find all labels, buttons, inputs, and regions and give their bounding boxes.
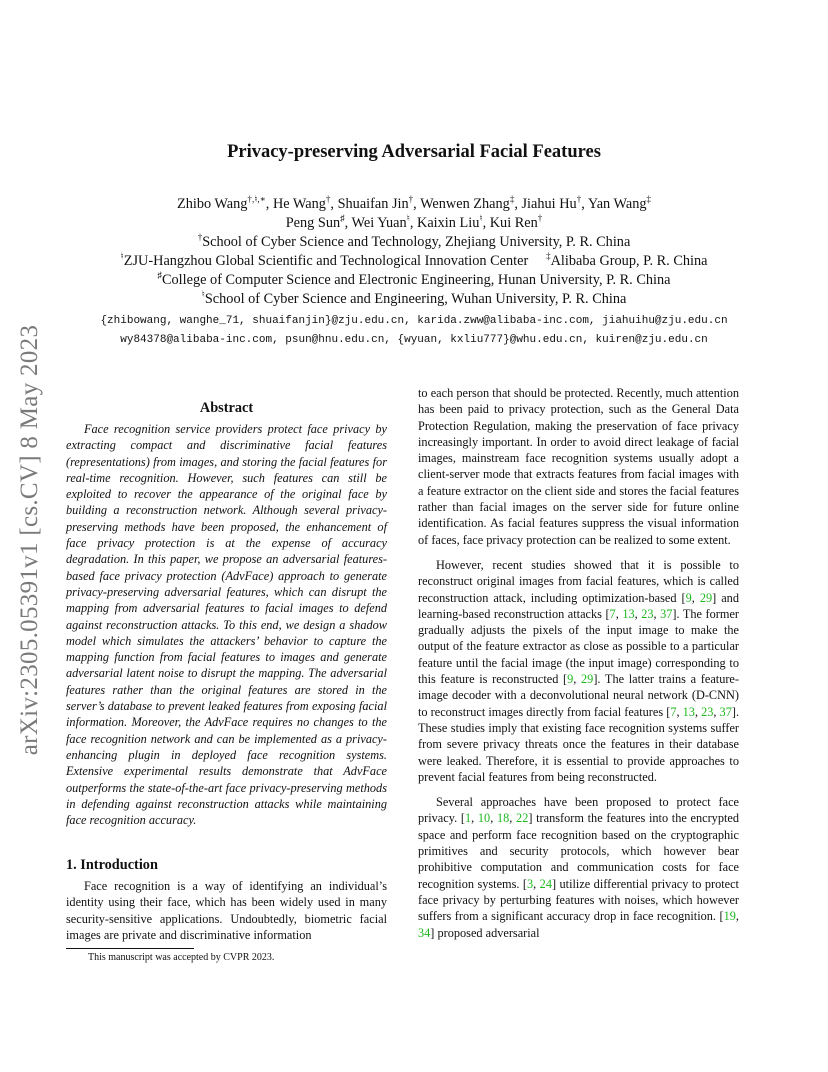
right-column: [418, 385, 739, 950]
introduction-body: [66, 878, 387, 943]
citation-link[interactable]: 29: [581, 672, 594, 687]
citation-link[interactable]: 9: [685, 590, 692, 605]
affil-mark: ♮: [120, 251, 124, 262]
citation-link[interactable]: 22: [516, 811, 529, 826]
author-name: Kui Ren: [489, 215, 538, 231]
affil-mark: ♯: [157, 270, 162, 281]
citation-link[interactable]: 1: [464, 811, 472, 826]
intro-paragraph-1: Face recognition is a way of identifying an individual’s identity using their face, which has been widely used in many security-sensitive applications. Undoubtedly, biometric facial images are private and discriminative information: [66, 879, 387, 942]
abstract-heading: Abstract: [199, 400, 254, 416]
paragraph-text: ] proposed adversarial: [430, 925, 540, 940]
affiliation-4: [60, 271, 768, 290]
arxiv-identifier-text: arXiv:2305.05391v1 [cs.CV] 8 May 2023: [16, 324, 43, 756]
email-line-2: wy84378@alibaba-inc.com, psun@hnu.edu.cn, {wyuan, kxliu777}@whu.edu.cn, kuiren@zju.edu.cn: [120, 334, 708, 346]
author-name: Jiahui Hu: [521, 196, 577, 212]
citation-link[interactable]: 13: [682, 704, 695, 719]
author-name: Wenwen Zhang: [420, 196, 510, 212]
email-block: [40, 312, 788, 350]
author-affil-mark: †: [537, 213, 543, 224]
citation-link[interactable]: 23: [641, 606, 654, 621]
author-affil-mark: †: [408, 194, 414, 205]
right-paragraph-1: to each person that should be protected. Recently, much attention has been paid to privacy protection, such as the General Data Protection Regulation, making the preservation of face privacy increasingly important. In order to avoid direct leakage of facial images, mainstream face recognition systems usually adopt a client-server mode that extracts features from facial images with a feature extractor on the client side and stores the facial features rather than facial images on the server side for future online identification. As facial features suppress the visual information of faces, face privacy protection can be realized to some extent.: [418, 386, 739, 547]
affil-mark: ‡: [546, 251, 551, 262]
paragraph-text: ]. The former gradually adjusts the pixels of the input image to make the output of the feature extractor as close as possible to a particular feature until the facial image (the input image) corresponding to this feature is reconstructed [: [418, 606, 739, 687]
author-line-2: Peng Sun♯, Wei Yuan♮, Kaixin Liu♮, Kui Ren†: [285, 213, 543, 231]
email-line-1: {zhibowang, wanghe_71, shuaifanjin}@zju.edu.cn, karida.zww@alibaba-inc.com, jiahuihu@zju.edu.cn: [100, 315, 728, 327]
author-affil-mark: †: [576, 194, 582, 205]
citation-link[interactable]: 13: [622, 606, 635, 621]
abstract-body: [66, 421, 387, 828]
citation-link[interactable]: 37: [719, 704, 732, 719]
citation-link[interactable]: 24: [539, 876, 552, 891]
author-name: Wei Yuan: [351, 215, 407, 231]
citation-link[interactable]: 37: [660, 606, 673, 621]
paper-title: Privacy-preserving Adversarial Facial Features: [227, 142, 601, 162]
citation-link[interactable]: 18: [496, 811, 510, 826]
citation-link[interactable]: 19: [723, 909, 736, 924]
affiliation-5: [60, 290, 768, 309]
author-block: [60, 195, 768, 309]
citation-link[interactable]: 3: [527, 876, 534, 891]
affiliation-1: [60, 233, 768, 252]
paragraph-text: Several approaches have been proposed to protect face privacy. [: [418, 795, 739, 826]
citation-link[interactable]: 9: [567, 672, 574, 687]
affil-text: School of Cyber Science and Technology, Zhejiang University, P. R. China: [202, 234, 631, 250]
citation-link[interactable]: 7: [670, 704, 677, 719]
citation-link[interactable]: 7: [609, 606, 616, 621]
paragraph-text: However, recent studies showed that it is possible to reconstruct original images from facial features, which is called reconstruction attack, including optimization-based [: [418, 557, 739, 605]
author-name: Zhibo Wang: [176, 196, 248, 212]
author-affil-mark: †: [325, 194, 331, 205]
paragraph-text: ]. The latter trains a feature-image decoder with a deconvolutional neural network (D-CNN) to reconstruct images directly from facial features [: [418, 672, 739, 719]
affil-mark: ♮: [201, 289, 205, 300]
affil-mark: †: [197, 232, 203, 243]
affiliation-2-3: [60, 252, 768, 271]
citation-link[interactable]: 34: [418, 925, 431, 940]
paragraph-text: ] transform the features into the encrypted space and perform face recognition based on the cryptographic primitives and security protocols, which however bear prohibitive computation and communication costs for face recognition systems. [: [418, 811, 739, 891]
author-affil-mark: ‡: [509, 194, 515, 205]
abstract-text: Face recognition service providers protect face privacy by extracting compact and discriminative facial features (representations) from images, and storing the facial features for real-time recognition. However, such features can still be exploited to recover the appearance of the original face by building a reconstruction network. Although several privacy-preserving methods have been proposed, the enhancement of face privacy protection is at the expense of accuracy degradation. In this paper, we propose an adversarial features-based face privacy protection (AdvFace) approach to generate privacy-preserving adversarial features, which can disrupt the mapping from adversarial features to facial images to defend against reconstruction attacks. To this end, we design a shadow model which simulates the attackers’ behavior to capture the mapping function from facial features to images and generate adversarial latent noise to disrupt the mapping. The adversarial features rather than the original features are stored in the server’s database to prevent leaked features from exposing facial information. Moreover, the AdvFace requires no changes to the face recognition network and can be implemented as a privacy-enhancing plugin in deployed face recognition systems. Extensive experimental results demonstrate that AdvFace outperforms the state-of-the-art face privacy-preserving methods in defending against reconstruction attacks while maintaining face recognition accuracy.: [66, 422, 387, 828]
author-name: Peng Sun: [285, 215, 341, 231]
footnote: This manuscript was accepted by CVPR 2023.: [88, 952, 275, 963]
right-paragraph-2: However, recent studies showed that it is possible to reconstruct original images from facial features, which is called reconstruction attack, including optimization-based [9, 29] and learning-based reconstruction attacks [7, 13, 23, 37]. The former gradually adjusts the pixels of the input image to make the output of the feature extractor as close as possible to a particular feature until the facial image (the input image) corresponding to this feature is reconstructed [9, 29]. The latter trains a feature-image decoder with a deconvolutional neural network (D-CNN) to reconstruct images directly from facial features [7, 13, 23, 37]. These studies imply that existing face recognition systems suffer from severe privacy threats once the features in their database were leaked. Therefore, it is essential to provide approaches to prevent facial features from being reconstructed.: [418, 557, 740, 784]
citation-link[interactable]: 23: [701, 704, 714, 719]
author-name: He Wang: [272, 196, 326, 212]
author-name: Kaixin Liu: [417, 215, 480, 231]
citation-link[interactable]: 10: [477, 811, 491, 826]
author-affil-mark: ♯: [340, 213, 345, 224]
author-affil-mark: ‡: [646, 194, 652, 205]
paragraph-text: ] and learning-based reconstruction attacks [: [418, 590, 739, 621]
author-affil-mark: †,♮,∗: [247, 194, 266, 205]
footnote-rule: [66, 948, 194, 949]
right-paragraph-3: Several approaches have been proposed to protect face privacy. [1, 10, 18, 22] transform the features into the encrypted space and perform face recognition based on the cryptographic primitives and security protocols, which however bear prohibitive computation and communication costs for face recognition systems. [3, 24] utilize differential privacy to protect face privacy by perturbing features with noises, which however suffers from a significant accuracy drop in face recognition. [19, 34] proposed adversarial: [418, 795, 739, 940]
affil-text: School of Cyber Science and Engineering, Wuhan University, P. R. China: [204, 291, 627, 307]
paragraph-text: ]. These studies imply that existing face recognition systems suffer from severe privacy threats once the features in their database were leaked. Therefore, it is essential to provide approaches to prevent facial features from being reconstructed.: [418, 704, 740, 784]
author-affil-mark: ♮: [479, 213, 483, 224]
author-name: Shuaifan Jin: [337, 196, 409, 212]
citation-link[interactable]: 29: [699, 590, 713, 605]
affil-text: ZJU-Hangzhou Global Scientific and Technological Innovation Center: [123, 253, 529, 269]
affil-text: College of Computer Science and Electronic Engineering, Hunan University, P. R. China: [162, 272, 671, 288]
introduction-heading: 1. Introduction: [66, 857, 158, 873]
author-affil-mark: ♮: [406, 213, 410, 224]
author-name: Yan Wang: [587, 196, 647, 212]
affil-text: Alibaba Group, P. R. China: [550, 253, 708, 269]
paragraph-text: ] utilize differential privacy to protect face privacy by perturbing features with noises, which however suffers from a significant accuracy drop in face recognition. [: [418, 876, 739, 924]
author-line-1: Zhibo Wang†,♮,∗, He Wang†, Shuaifan Jin†, Wenwen Zhang‡, Jiahui Hu†, Yan Wang‡: [176, 194, 652, 212]
